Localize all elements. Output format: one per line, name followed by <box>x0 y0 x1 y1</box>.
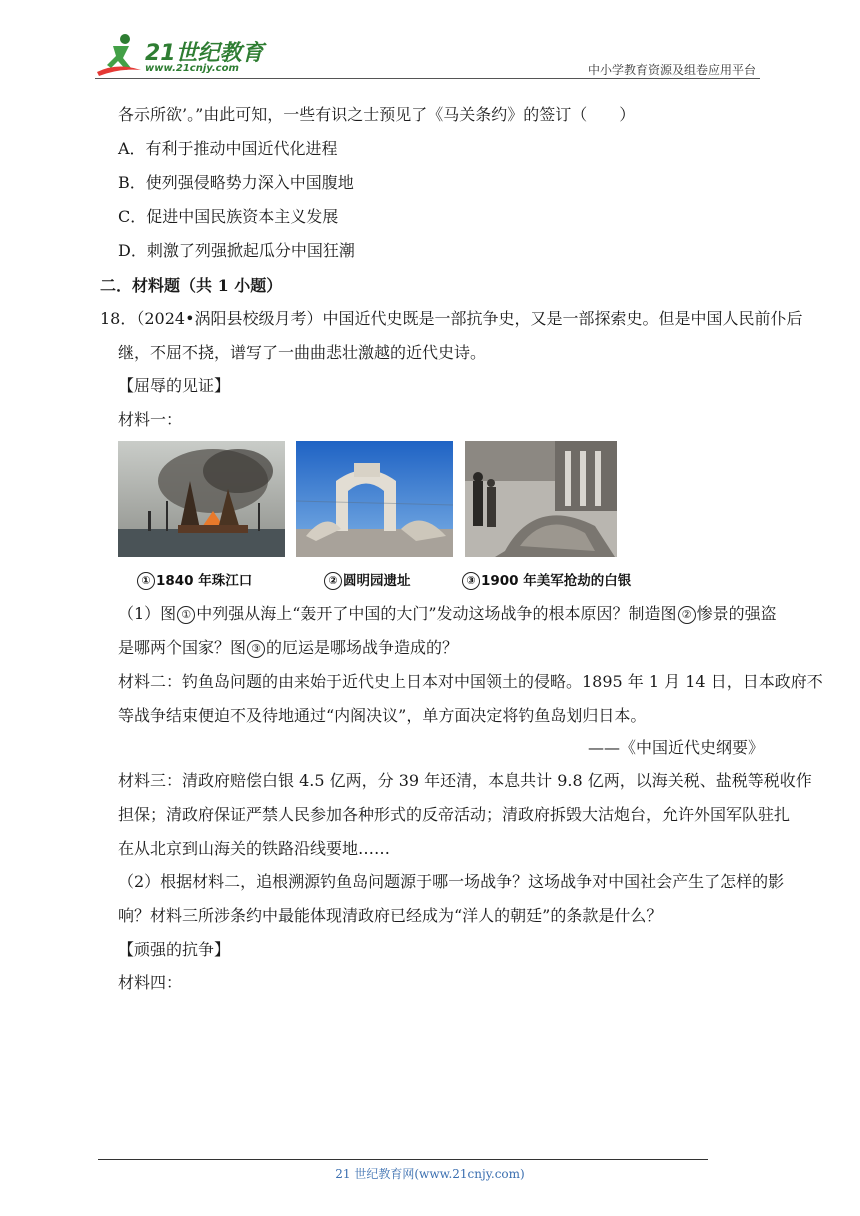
question17-tail: 各示所欲’。”由此可知，一些有识之士预见了《马关条约》的签订（ ） <box>118 105 636 124</box>
figure1-caption <box>136 569 252 590</box>
material3-line2: 担保；清政府保证严禁人民参加各种形式的反帝活动；清政府拆毁大沽炮台，允许外国军队驻扎 <box>118 805 791 824</box>
material1-label: 材料一： <box>118 410 183 429</box>
figure1-caption-text: 1840 年珠江口 <box>156 573 253 589</box>
q1-figure-ref-1: ① <box>177 606 195 624</box>
footer-divider <box>98 1159 708 1160</box>
footer-link[interactable]: 21 世纪教育网(www.21cnjy.com) <box>335 1167 525 1181</box>
material1-figures <box>118 441 638 591</box>
material3-line1: 材料三：清政府赔偿白银 4.5 亿两，分 39 年还清，本息共计 9.8 亿两，以海关税、盐税等税收作 <box>118 771 812 790</box>
figure2-caption-text: 圆明园遗址 <box>343 573 411 589</box>
logo-text: 21世纪教育 <box>145 41 264 66</box>
q1-text-d: 是哪两个国家？图 <box>118 638 247 657</box>
q1-text-b: 中列强从海上“轰开了中国的大门”发动这场战争的根本原因？制造图 <box>196 604 677 623</box>
material4-label: 材料四： <box>118 973 183 992</box>
figure-silver-photo <box>465 441 617 557</box>
section-title: 二．材料题（共 1 小题） <box>100 276 283 295</box>
site-logo[interactable] <box>95 32 265 80</box>
question18-part1-line2 <box>118 638 458 658</box>
option-d: D．刺激了列强掀起瓜分中国狂潮 <box>118 241 355 260</box>
question18-intro-line1: 18．（2024•涡阳县校级月考）中国近代史既是一部抗争史，又是一部探索史。但是中国人民前仆后 <box>100 309 803 328</box>
heading-resistance: 【顽强的抗争】 <box>118 940 231 959</box>
logo-url: www.21cnjy.com <box>145 63 239 74</box>
page-header <box>0 0 860 80</box>
q1-text-a: （1）图 <box>118 604 177 623</box>
material2-line2: 等战争结束便迫不及待地通过“内阁决议”，单方面决定将钓鱼岛划归日本。 <box>118 706 647 725</box>
q1-figure-ref-2: ② <box>678 606 696 624</box>
material2-source: ——《中国近代史纲要》 <box>587 738 764 757</box>
figure3-caption <box>461 569 631 590</box>
q1-text-e: 的厄运是哪场战争造成的？ <box>266 638 459 657</box>
figure2-caption <box>323 569 411 590</box>
figure3-number: ③ <box>462 572 480 590</box>
platform-name: 中小学教育资源及组卷应用平台 <box>587 63 756 77</box>
figure-pearl-river-photo <box>118 441 285 557</box>
question18-part2-line2: 响？材料三所涉条约中最能体现清政府已经成为“洋人的朝廷”的条款是什么？ <box>118 906 663 925</box>
question18-intro-line2: 继，不屈不挠，谱写了一曲曲悲壮激越的近代史诗。 <box>118 343 487 362</box>
material3-line3: 在从北京到山海关的铁路沿线要地…… <box>118 839 391 858</box>
question18-part1-line1 <box>118 604 777 624</box>
q1-figure-ref-3: ③ <box>247 640 265 658</box>
option-c: C．促进中国民族资本主义发展 <box>118 207 339 226</box>
figure1-number: ① <box>137 572 155 590</box>
material2-line1: 材料二：钓鱼岛问题的由来始于近代史上日本对中国领土的侵略。1895 年 1 月 14 日，日本政府不 <box>118 672 823 691</box>
heading-humiliation: 【屈辱的见证】 <box>118 376 231 395</box>
runner-logo-icon <box>95 32 145 78</box>
figure2-number: ② <box>324 572 342 590</box>
question18-part2-line1: （2）根据材料二，追根溯源钓鱼岛问题源于哪一场战争？这场战争对中国社会产生了怎样的影 <box>118 872 785 891</box>
header-divider <box>95 78 760 79</box>
figure-yuanmingyuan-photo <box>296 441 453 557</box>
figure3-caption-text: 1900 年美军抢劫的白银 <box>481 573 632 589</box>
q1-text-c: 惨景的强盗 <box>696 604 777 623</box>
option-b: B．使列强侵略势力深入中国腹地 <box>118 173 354 192</box>
option-a: A．有利于推动中国近代化进程 <box>118 139 338 158</box>
